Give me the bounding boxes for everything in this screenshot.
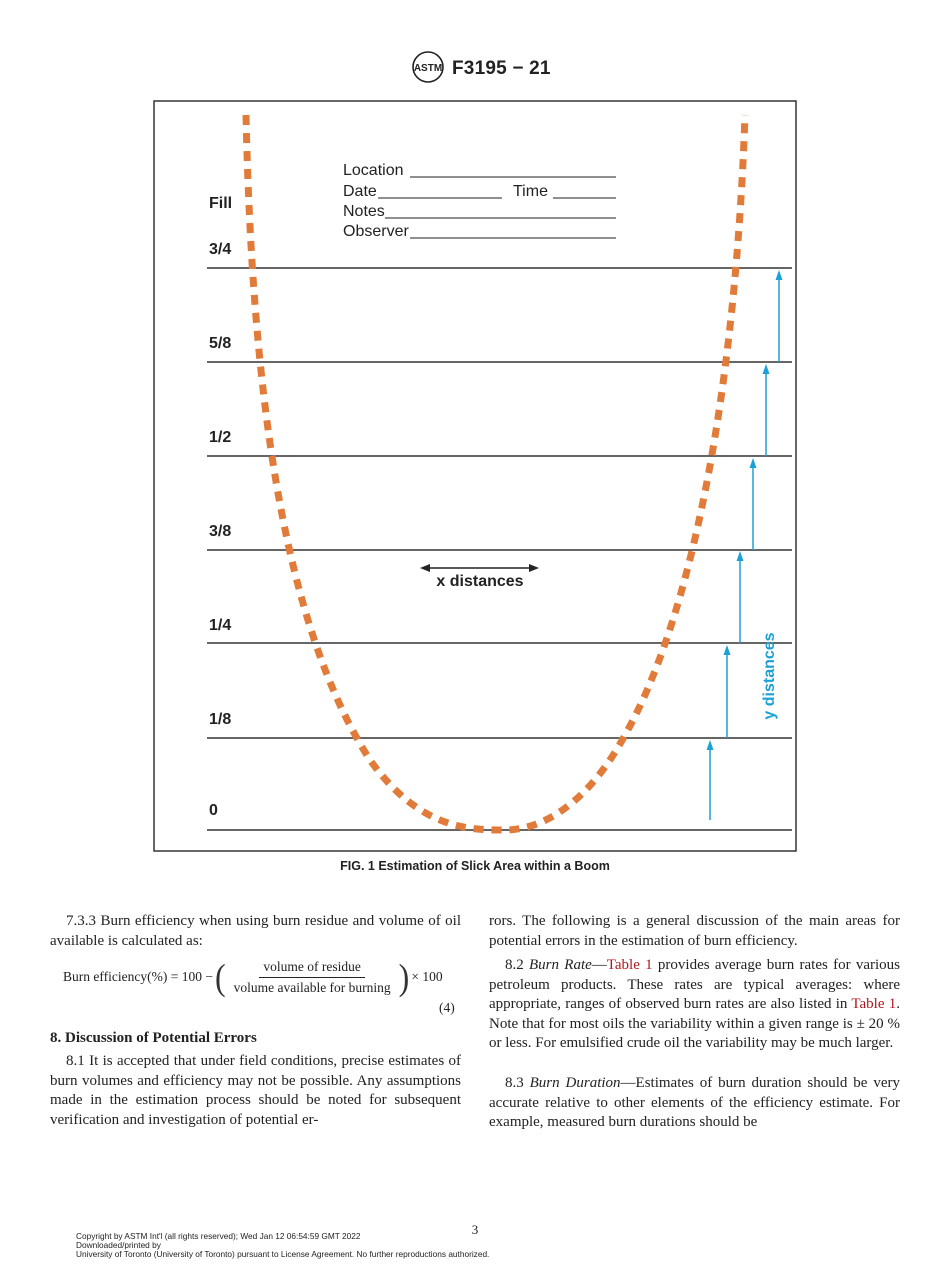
p82-text2: . Note that for most oils the variability within a given range is ± 20 % or less. For emulsified crude oil the variability may be much larger. xyxy=(489,996,900,1051)
table-1-link-2[interactable]: Table 1 xyxy=(851,996,897,1012)
section-8-title: 8. Discussion of Potential Errors xyxy=(50,1030,257,1046)
equation-lhs: Burn efficiency(%) = 100 − xyxy=(63,969,213,984)
fill-level-label: 5/8 xyxy=(209,335,232,352)
figure-caption: FIG. 1 Estimation of Slick Area within a Boom xyxy=(340,859,610,873)
equation-numerator: volume of residue xyxy=(259,959,364,978)
p83-text: —Estimates of burn duration should be very accurate relative to other elements of the efficiency estimate. For example, measured burn durations should be xyxy=(489,1075,900,1130)
equation-rhs: × 100 xyxy=(411,969,443,984)
form-location-label: Location xyxy=(343,162,404,179)
paragraph-8-1: 8.1 It is accepted that under field conditions, precise estimates of burn volumes and efficiency may not be possible. Any assumptions made in the estimation process should be noted for subsequent verification and investigation of potential er- xyxy=(50,1053,461,1128)
table-1-link[interactable]: Table 1 xyxy=(606,957,653,973)
y-arrow-head xyxy=(707,740,714,750)
x-arrow-right xyxy=(529,564,539,572)
x-distances-label: x distances xyxy=(436,573,524,590)
equation-number: (4) xyxy=(439,1000,455,1015)
fill-level-lines xyxy=(207,268,792,830)
boom-outline xyxy=(246,115,745,830)
paragraph-8-3 xyxy=(489,1074,900,1133)
form-notes-label: Notes xyxy=(343,203,385,220)
form-observer-label: Observer xyxy=(343,223,409,240)
fill-level-labels xyxy=(209,241,231,819)
y-arrow-head xyxy=(763,364,770,374)
form-date-label: Date xyxy=(343,183,377,200)
equation-paren-close: ) xyxy=(398,956,410,998)
footer-license: University of Toronto (University of Toronto) pursuant to License Agreement. No further reproductions authorized. xyxy=(76,1249,490,1259)
equation-4 xyxy=(63,957,443,997)
x-arrow-left xyxy=(420,564,430,572)
y-distances-label: y distances xyxy=(761,632,778,720)
document-designation: F3195 − 21 xyxy=(452,58,551,79)
fill-level-label: 3/4 xyxy=(209,241,232,258)
y-arrow-head xyxy=(776,270,783,280)
p83-number: 8.3 xyxy=(505,1075,524,1091)
fill-level-label: 0 xyxy=(209,802,218,819)
fill-title: Fill xyxy=(209,195,233,212)
y-arrow-head xyxy=(750,458,757,468)
y-arrow-head xyxy=(724,645,731,655)
footer-copyright: Copyright by ASTM Int'l (all rights reserved); Wed Jan 12 06:54:59 GMT 2022 xyxy=(76,1231,361,1241)
footer-downloaded: Downloaded/printed by xyxy=(76,1240,161,1250)
p83-title: Burn Duration xyxy=(529,1075,621,1091)
fill-level-label: 3/8 xyxy=(209,523,232,540)
y-arrow-head xyxy=(737,551,744,561)
p82-title: Burn Rate xyxy=(529,957,592,973)
fill-level-label: 1/8 xyxy=(209,711,232,728)
page-number: 3 xyxy=(471,1222,479,1237)
fill-level-label: 1/4 xyxy=(209,617,232,634)
equation-denominator: volume available for burning xyxy=(233,979,391,995)
paragraph-8-2: 8.2 Burn Rate—Table 1 provides average burn rates for various petroleum products. These rates are typical averages: where appropriate, ranges of observed burn rates are also listed in Table 1. Note that for most oils the variability within a given range is ± 20 % or less. For emulsified crude oil the variability may be much larger. xyxy=(489,957,900,1051)
paragraph-8-1-continued: rors. The following is a general discussion of the main areas for potential errors in the estimation of burn efficiency. xyxy=(489,913,900,949)
equation-paren-open: ( xyxy=(214,956,226,998)
equation-fraction xyxy=(230,959,395,996)
paragraph-7-3-3: 7.3.3 Burn efficiency when using burn residue and volume of oil available is calculated as: xyxy=(50,913,461,949)
form-time-label: Time xyxy=(513,183,548,200)
p82-text1: provides average burn rates for various petroleum products. These rates are typical averages: where appropriate, ranges of observed burn rates are also listed in xyxy=(489,957,900,1012)
fill-level-label: 1/2 xyxy=(209,429,232,446)
p82-number: 8.2 xyxy=(505,957,524,973)
astm-logo-text: ASTM xyxy=(413,63,443,74)
